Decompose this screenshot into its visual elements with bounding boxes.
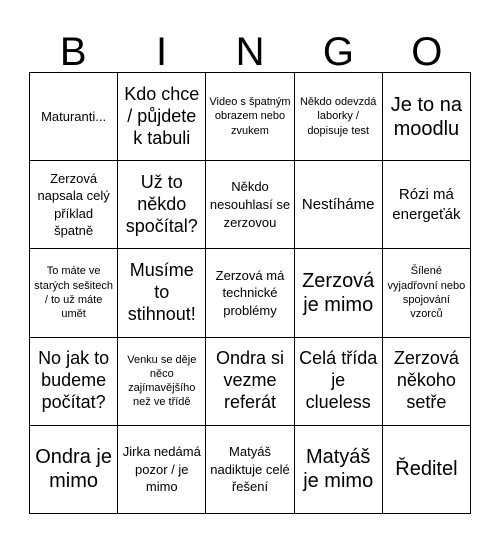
bingo-cell[interactable]: Zerzová je mimo: [295, 249, 383, 337]
bingo-cell[interactable]: To máte ve starých sešitech / to už máte umět: [30, 249, 118, 337]
bingo-cell[interactable]: Ondra si vezme referát: [206, 338, 294, 426]
bingo-cell[interactable]: Video s špatným obrazem nebo zvukem: [206, 73, 294, 161]
bingo-cell[interactable]: Nestíháme: [295, 161, 383, 249]
bingo-cell[interactable]: Zerzová někoho setře: [383, 338, 471, 426]
bingo-cell[interactable]: Už to někdo spočítal?: [118, 161, 206, 249]
bingo-cell[interactable]: Matyáš je mimo: [295, 426, 383, 514]
header-letter-n: N: [235, 30, 265, 74]
bingo-cell[interactable]: Zerzová napsala celý příklad špatně: [30, 161, 118, 249]
bingo-cell[interactable]: No jak to budeme počítat?: [30, 338, 118, 426]
bingo-cell[interactable]: Venku se děje něco zajímavějšího než ve třídě: [118, 338, 206, 426]
bingo-cell[interactable]: Celá třída je clueless: [295, 338, 383, 426]
bingo-cell[interactable]: Ředitel: [383, 426, 471, 514]
header-letter-b: B: [59, 30, 87, 74]
bingo-cell[interactable]: Rózi má energeťák: [383, 161, 471, 249]
header-letter-g: G: [322, 30, 354, 74]
bingo-cell[interactable]: Někdo nesouhlasí se zerzovou: [206, 161, 294, 249]
bingo-header: [29, 26, 471, 78]
bingo-cell[interactable]: Je to na moodlu: [383, 73, 471, 161]
bingo-cell[interactable]: Šílené vyjadřovní nebo spojování vzorců: [383, 249, 471, 337]
bingo-cell[interactable]: Musíme to stihnout!: [118, 249, 206, 337]
bingo-cell[interactable]: Jirka nedámá pozor / je mimo: [118, 426, 206, 514]
bingo-cell[interactable]: Ondra je mimo: [30, 426, 118, 514]
bingo-board: [29, 72, 471, 514]
bingo-cell[interactable]: Maturanti...: [30, 73, 118, 161]
bingo-cell[interactable]: Kdo chce / půjdete k tabuli: [118, 73, 206, 161]
bingo-cell[interactable]: Někdo odevzdá laborky / dopisuje test: [295, 73, 383, 161]
bingo-cell[interactable]: Matyáš nadiktuje celé řešení: [206, 426, 294, 514]
bingo-cell[interactable]: Zerzová má technické problémy: [206, 249, 294, 337]
header-letter-i: I: [156, 30, 168, 74]
header-letter-o: O: [411, 30, 443, 74]
